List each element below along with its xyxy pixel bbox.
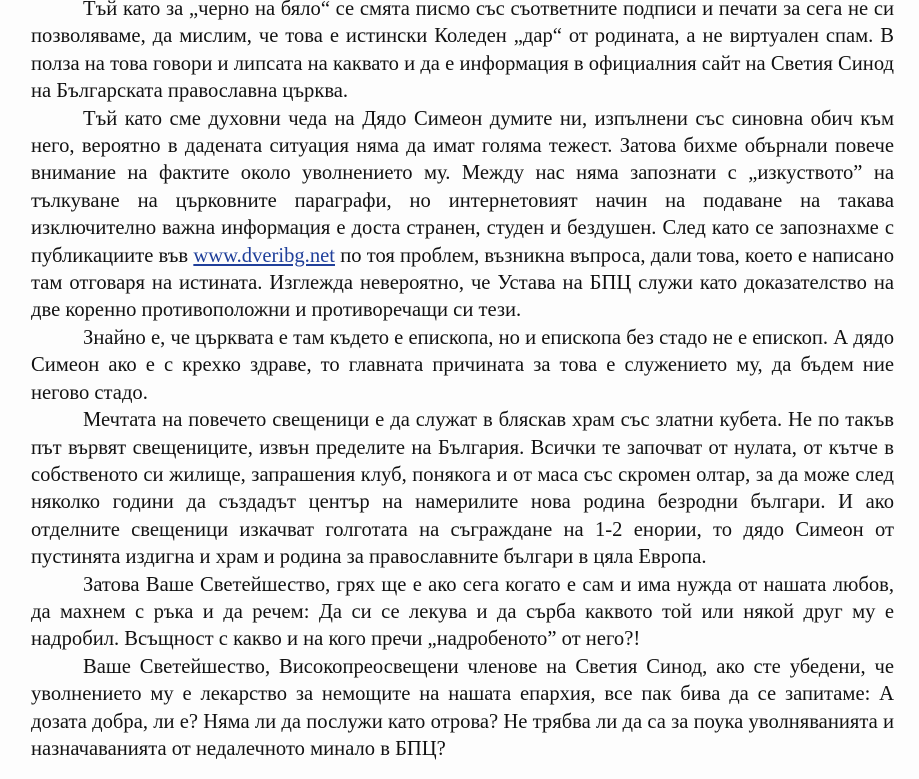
paragraph-1	[31, 0, 894, 106]
paragraph-4-text: Мечтата на повечето свещеници е да служат в бляскав храм със златни кубета. Не по такъв път вървят свещениците, извън пределите на България. Всички те започват от нулата, от кътче в собственото си жилище, запрашения клуб, понякога и от маса със скромен олтар, за да може след няколко години да създадът център на намерилите нова родина безродни българи. И ако отделните свещеници изкачват голготата на съграждане на 1-2 енории, то дядо Симеон от пустинята издигна и храм и родина за православните българи в цяла Европа.	[31, 409, 894, 569]
paragraph-6	[31, 654, 894, 764]
paragraph-1-text: Тъй като за „черно на бяло“ се смята писмо със съответните подписи и печати за сега не си позволяваме, да мислим, че това е истински Коледен „дар“ от родината, а не виртуален спам. В полза на това говори и липсата на каквато и да е информация в официалния сайт на Светия Синод на Българската православна църква.	[31, 0, 894, 103]
paragraph-5-text: Затова Ваше Светейшество, грях ще е ако сега когато е сам и има нужда от нашата любов, да махнем с ръка и да речем: Да си се лекува и да сърба каквото той или някой друг му е надробил. Всъщност с какво и на кого пречи „надробеното” от него?!	[31, 573, 894, 651]
dveribg-link[interactable]: www.dveribg.net	[193, 244, 335, 267]
paragraph-2	[31, 106, 894, 325]
paragraph-3-text: Знайно е, че църквата е там където е епископа, но и епископа без стадо не е епископ. А дядо Симеон ако е с крехко здраве, то главната причината за това е служението му, да бъдем ние негово стадо.	[31, 326, 894, 404]
paragraph-6-text: Ваше Светейшество, Високопреосвещени членове на Светия Синод, ако сте убедени, че уволнението му е лекарство за немощите на нашата епархия, все пак бива да се запитаме: А дозата добра, ли е? Няма ли да послужи като отрова? Не трябва ли да са за поука уволняванията и назначаванията от недалечното минало в БПЦ?	[31, 655, 894, 760]
letter-body	[31, 0, 894, 763]
paragraph-4	[31, 407, 894, 571]
paragraph-5	[31, 572, 894, 654]
paragraph-2-text-before-link: Тъй като сме духовни чеда на Дядо Симеон думите ни, изпълнени със синовна обич към него, вероятно в дадената ситуация няма да имат голяма тежест. Затова бихме обърнали повече внимание на фактите около уволнението му. Между нас няма запознати с „изкуството” на тълкуване на църковните параграфи, но интернетовият начин на подаване на такава изключително важна информация е доста странен, студен и бездушен. След като се запознахме с публикациите във	[31, 107, 894, 267]
paragraph-2-text-after-link: по тоя проблем, възникна въпроса, дали това, което е написано там отговаря на истината. Изглежда невероятно, че Устава на БПЦ служи като доказателство на две коренно противоположни и противоречащи си тези.	[31, 244, 894, 322]
paragraph-3	[31, 325, 894, 407]
